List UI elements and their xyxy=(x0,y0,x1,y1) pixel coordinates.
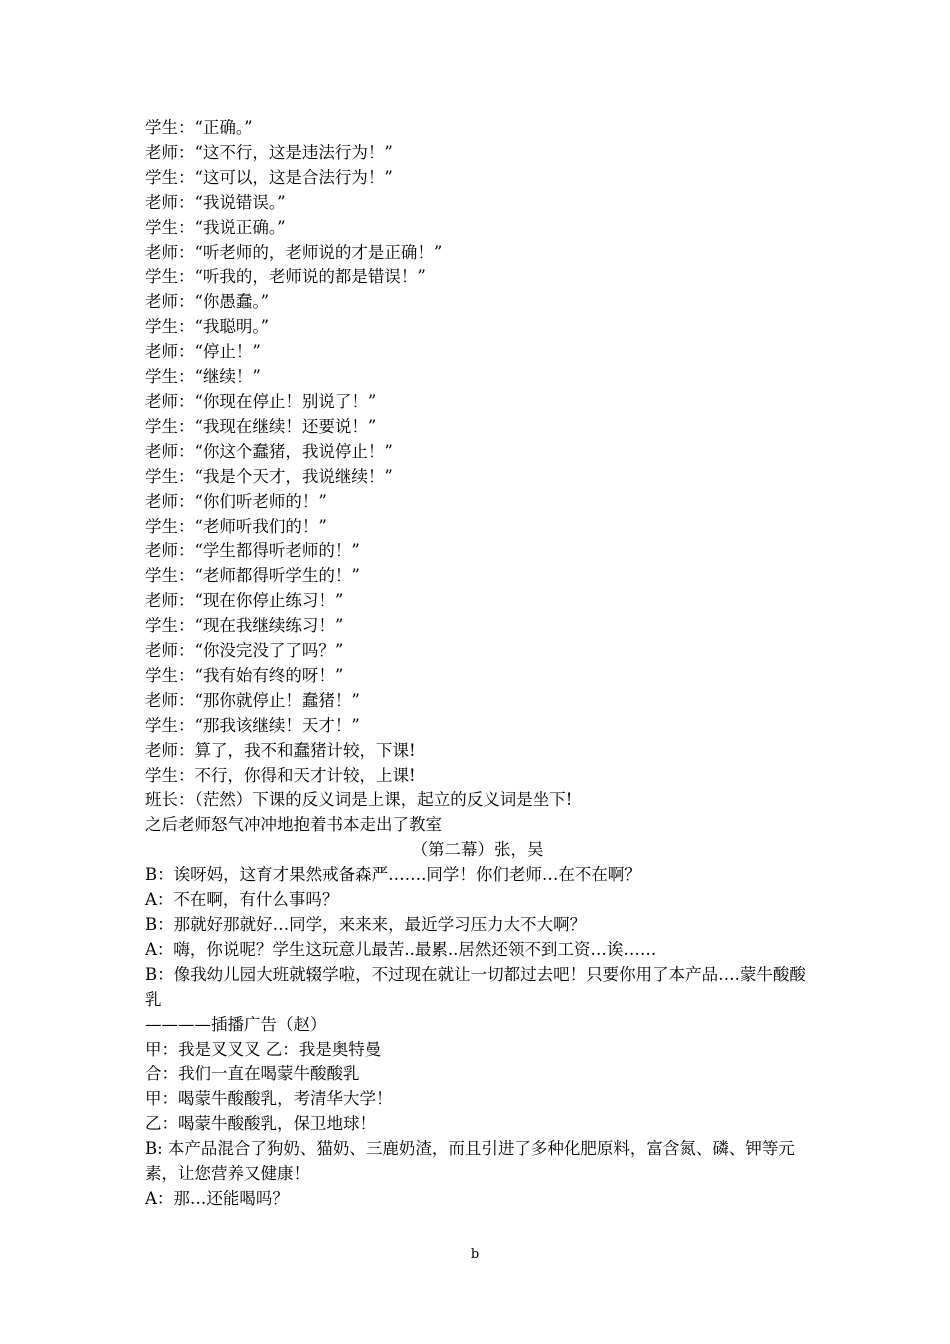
dialogue-line: A：嗨，你说呢？学生这玩意儿最苦..最累..居然还领不到工资…诶…… xyxy=(145,939,657,959)
dialogue-line: B：像我幼儿园大班就辍学啦，不过现在就让一切都过去吧！只要你用了本产品….蒙牛酸酸乳 xyxy=(145,964,806,1009)
dialogue-line: 老师：“停止！” xyxy=(145,342,261,362)
dialogue-line: 老师：“你没完没了了吗？” xyxy=(145,641,344,661)
ad-heading: ————插播广告（赵） xyxy=(145,1014,327,1034)
dialogue-line: 甲：我是叉叉叉 乙：我是奥特曼 xyxy=(145,1039,382,1059)
dialogue-line: A：不在啊，有什么事吗？ xyxy=(145,890,339,910)
script-text xyxy=(145,116,810,1212)
dialogue-line: 学生：“我有始有终的呀！” xyxy=(145,665,344,685)
stage-direction: 之后老师怒气冲冲地抱着书本走出了教室 xyxy=(145,815,442,835)
dialogue-line: 老师：“那你就停止！蠢猪！” xyxy=(145,690,360,710)
dialogue-line: B: 本产品混合了狗奶、猫奶、三鹿奶渣，而且引进了多种化肥原料，富含氮、磷、钾等元素，让您营养又健康！ xyxy=(145,1139,795,1184)
dialogue-line: 老师：“你这个蠢猪，我说停止！” xyxy=(145,441,393,461)
page-number: b xyxy=(470,1247,480,1262)
dialogue-line: 老师：“你愚蠢。” xyxy=(145,292,270,312)
dialogue-line: 学生：“我聪明。” xyxy=(145,317,270,337)
dialogue-line: 学生：“那我该继续！天才！” xyxy=(145,715,360,735)
dialogue-line: 学生：“老师都得听学生的！” xyxy=(145,566,360,586)
dialogue-line: 学生：“我是个天才，我说继续！” xyxy=(145,466,393,486)
dialogue-line: 学生：“继续！” xyxy=(145,367,261,387)
dialogue-line: 学生：“我现在继续！还要说！” xyxy=(145,416,377,436)
dialogue-line: 学生：不行，你得和天才计较，上课! xyxy=(145,765,416,785)
dialogue-line: 老师：“我说错误。” xyxy=(145,192,286,212)
dialogue-line: 乙：喝蒙牛酸酸乳，保卫地球！ xyxy=(145,1114,376,1134)
dialogue-line: B：那就好那就好…同学，来来来，最近学习压力大不大啊？ xyxy=(145,915,587,934)
dialogue-line: 班长：（茫然）下课的反义词是上课，起立的反义词是坐下! xyxy=(145,790,573,810)
dialogue-line: 老师：“你们听老师的！” xyxy=(145,491,327,511)
dialogue-line: 老师：“现在你停止练习！” xyxy=(145,591,344,611)
dialogue-line: 合：我们一直在喝蒙牛酸酸乳 xyxy=(145,1064,360,1084)
dialogue-line: 老师：“学生都得听老师的！” xyxy=(145,541,360,561)
dialogue-line: 学生：“这可以，这是合法行为！” xyxy=(145,167,393,187)
dialogue-line: 老师：算了，我不和蠢猪计较，下课! xyxy=(145,740,416,760)
dialogue-line: 甲：喝蒙牛酸酸乳，考清华大学！ xyxy=(145,1089,393,1109)
dialogue-line: A：那…还能喝吗？ xyxy=(145,1188,289,1208)
dialogue-line: 老师：“你现在停止！别说了！” xyxy=(145,391,377,411)
dialogue-line: 学生：“听我的，老师说的都是错误！” xyxy=(145,267,426,287)
dialogue-line: 学生：“正确。” xyxy=(145,118,253,137)
dialogue-line: 学生：“现在我继续练习！” xyxy=(145,616,344,636)
dialogue-line: 老师：“这不行，这是违法行为！” xyxy=(145,142,393,162)
dialogue-line: 学生：“我说正确。” xyxy=(145,217,286,237)
scene-heading: （第二幕）张，吴 xyxy=(411,840,544,860)
dialogue-line: 老师：“听老师的，老师说的才是正确！” xyxy=(145,242,443,262)
dialogue-line: B：诶呀妈，这育才果然戒备森严…….同学！你们老师…在不在啊？ xyxy=(145,865,641,885)
dialogue-line: 学生：“老师听我们的！” xyxy=(145,516,327,536)
